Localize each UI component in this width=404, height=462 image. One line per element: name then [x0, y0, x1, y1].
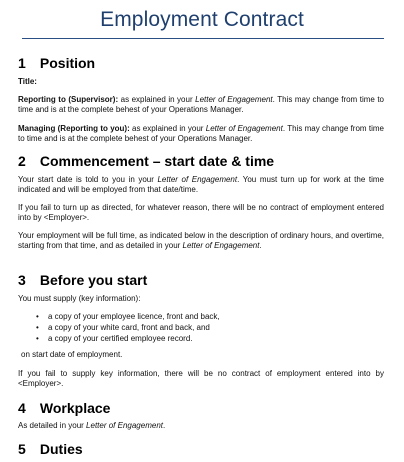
position-managing-paragraph: Managing (Reporting to you): as explained in your Letter of Engagement. This may change from time to time and is at the complete behest of your Operations Manager.: [18, 124, 384, 143]
position-reporting-paragraph: Reporting to (Supervisor): as explained in your Letter of Engagement. This may change from time to time and is at the complete behest of your Operations Manager.: [18, 95, 385, 114]
section-5-heading: [18, 441, 83, 457]
section-1-heading: [18, 55, 95, 71]
before-start-fail-paragraph: If you fail to supply key information, there will be no contract of employment entered into by <Employer>.: [18, 369, 384, 388]
section-2-heading: [18, 153, 274, 169]
position-title-field: Title:: [18, 77, 37, 86]
list-item: • a copy of your certified employee record.: [36, 334, 193, 343]
section-3-heading: [18, 272, 147, 288]
workplace-paragraph: As detailed in your Letter of Engagement.: [18, 421, 166, 430]
list-item: • a copy of your employee licence, front and back,: [36, 312, 220, 321]
section-title: Commencement – start date & time: [39, 153, 275, 169]
commencement-start-paragraph: Your start date is told to you in your Letter of Engagement. You must turn up for work at the time indicated and will be employed from that date/time.: [18, 175, 384, 194]
section-number: 2: [18, 153, 26, 169]
section-number: 3: [18, 272, 26, 288]
before-start-intro: You must supply (key information):: [18, 294, 141, 303]
document-title: Employment Contract: [100, 8, 304, 31]
list-item: • a copy of your white card, front and back, and: [36, 323, 210, 332]
section-number: 5: [18, 441, 26, 457]
before-start-after: on start date of employment.: [21, 350, 123, 359]
section-title: Before you start: [39, 272, 148, 288]
title-underline: [22, 38, 384, 39]
section-4-heading: [18, 400, 110, 416]
commencement-fail-paragraph: If you fail to turn up as directed, for whatever reason, there will be no contract of employment entered into by <Employer>.: [18, 203, 384, 222]
section-title: Workplace: [39, 400, 111, 416]
section-number: 4: [18, 400, 26, 416]
section-number: 1: [18, 55, 26, 71]
commencement-fulltime-paragraph: Your employment will be full time, as indicated below in the description of ordinary hours, and overtime, starting from that time, and as detailed in your Letter of Engagement.: [18, 231, 384, 250]
section-title: Position: [39, 55, 96, 71]
section-title: Duties: [39, 441, 83, 457]
